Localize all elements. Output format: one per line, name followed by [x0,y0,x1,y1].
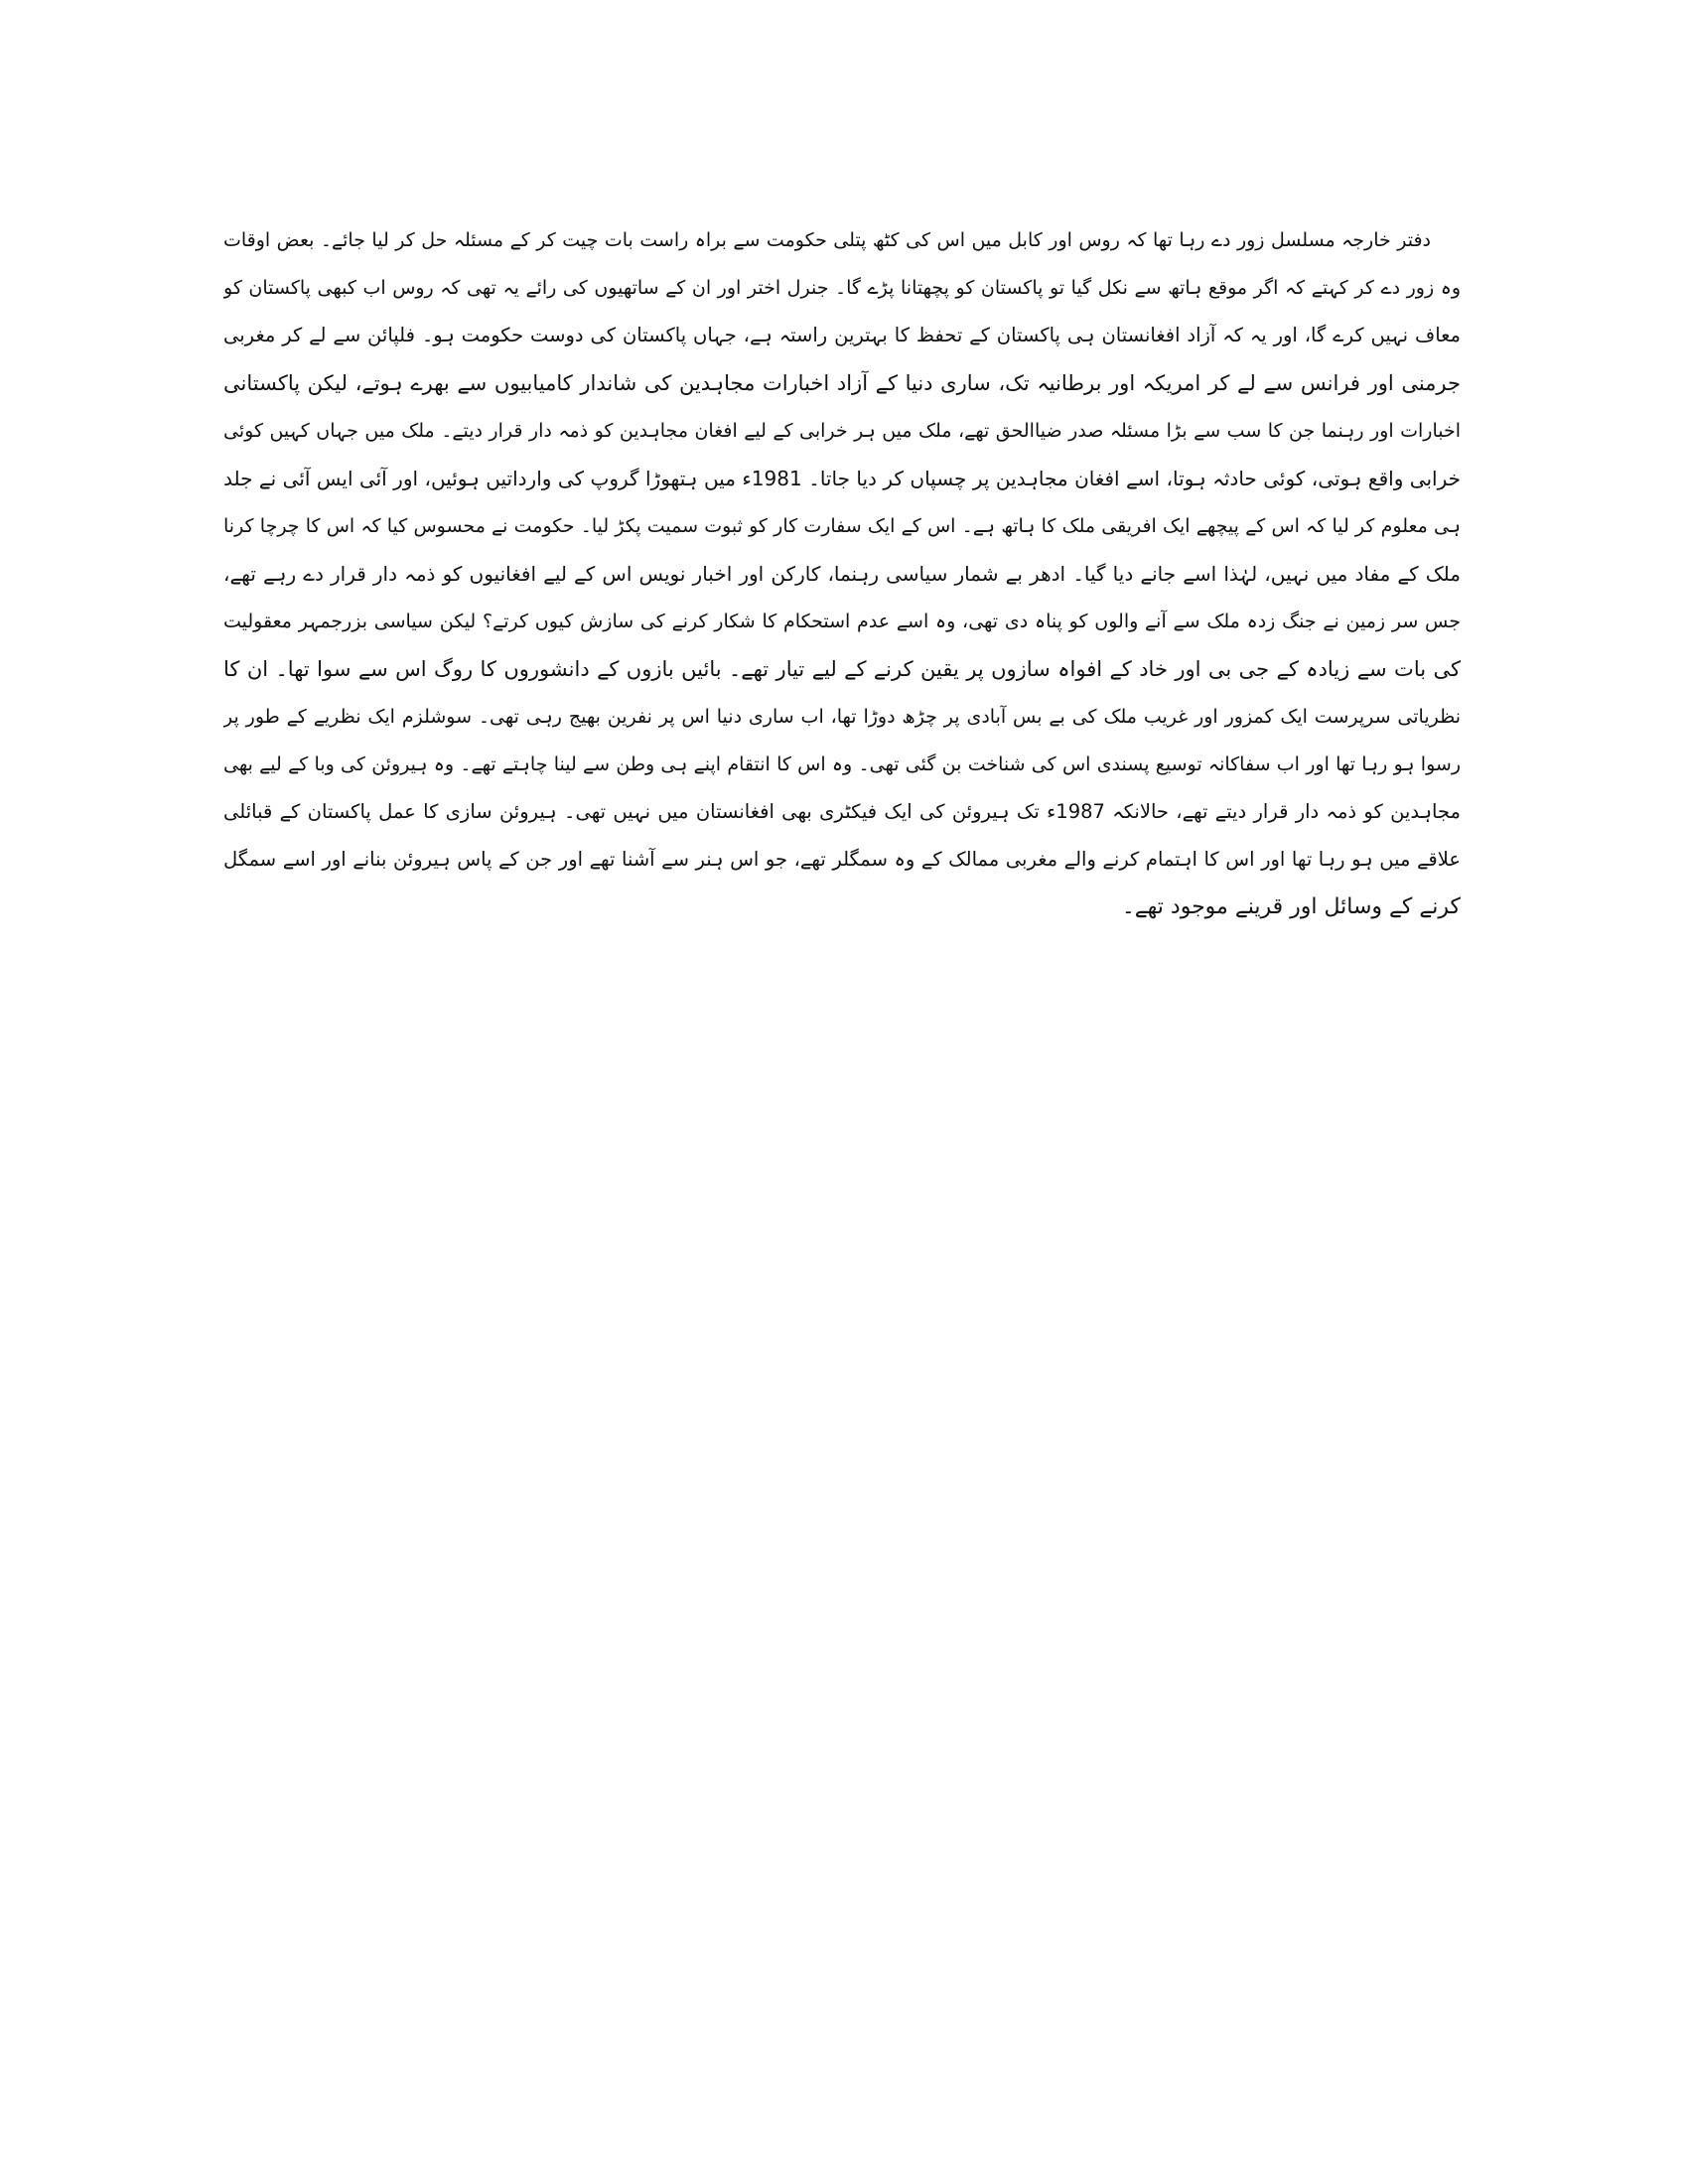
body-paragraph [223,216,1461,931]
paragraph-line-10: کی بات سے زیادہ کے جی بی اور خاد کے افواہ سازوں پر یقین کرنے کے لیے تیار تھے۔ بائیں بازوں کے دانشوروں کا روگ اس سے سوا تھا۔ ان کا [223,657,1461,681]
paragraph-line-8: ملک کے مفاد میں نہیں، لہٰذا اسے جانے دیا گیا۔ ادھر بے شمار سیاسی رہنما، کارکن اور اخبار نویس اس کے لیے افغانیوں کو ذمہ دار قرار دے رہے تھے، [223,562,1461,586]
paragraph-line-13: مجاہدین کو ذمہ دار قرار دیتے تھے، حالانکہ 1987ء تک ہیروئن کی ایک فیکٹری بھی افغانستان میں نہیں تھی۔ ہیروئن سازی کا عمل پاکستان کے قبائلی [223,800,1461,823]
paragraph-line-5: اخبارات اور رہنما جن کا سب سے بڑا مسئلہ صدر ضیاالحق تھے، ملک میں ہر خرابی کے لیے افغان مجاہدین کو ذمہ دار قرار دیتے۔ ملک میں جہاں کہیں کوئی [223,420,1461,442]
paragraph-line-1: دفتر خارجہ مسلسل زور دے رہا تھا کہ روس اور کابل میں اس کی کٹھ پتلی حکومت سے براہ راست بات چیت کر کے مسئلہ حل کر لیا جائے۔ بعض اوقات [223,229,1431,251]
paragraph-line-3: معاف نہیں کرے گا، اور یہ کہ آزاد افغانستان ہی پاکستان کے تحفظ کا بہترین راستہ ہے، جہاں پاکستان کی دوست حکومت ہو۔ فلپائن سے لے کر مغربی [223,324,1461,346]
paragraph-line-14: علاقے میں ہو رہا تھا اور اس کا اہتمام کرنے والے مغربی ممالک کے وہ سمگلر تھے، جو اس ہنر سے آشنا تھے اور جن کے پاس ہیروئن بنانے اور اسے سمگل [223,848,1461,871]
paragraph-line-6: خرابی واقع ہوتی، کوئی حادثہ ہوتا، اسے افغان مجاہدین پر چسپاں کر دیا جاتا۔ 1981ء میں ہتھوڑا گروپ کی وارداتیں ہوئیں، اور آئی ایس آئی نے جلد [223,467,1461,490]
paragraph-line-2: وہ زور دے کر کہتے کہ اگر موقع ہاتھ سے نکل گیا تو پاکستان کو پچھتانا پڑے گا۔ جنرل اختر اور ان کے ساتھیوں کی رائے یہ تھی کہ روس اب کبھی پاکستان کو [223,277,1461,299]
paragraph-line-15: کرنے کے وسائل اور قرینے موجود تھے۔ [1121,894,1461,919]
paragraph-line-11: نظریاتی سرپرست ایک کمزور اور غریب ملک کی بے بس آبادی پر چڑھ دوڑا تھا، اب ساری دنیا اس پر نفرین بھیج رہی تھی۔ سوشلزم ایک نظریے کے طور پر [223,706,1461,728]
paragraph-line-4: جرمنی اور فرانس سے لے کر امریکہ اور برطانیہ تک، ساری دنیا کے آزاد اخبارات مجاہدین کی شاندار کامیابیوں سے بھرے ہوتے، لیکن پاکستانی [223,371,1461,395]
paragraph-line-12: رسوا ہو رہا تھا اور اب سفاکانہ توسیع پسندی اس کی شناخت بن گئی تھی۔ وہ اس کا انتقام اپنے ہی وطن سے لینا چاہتے تھے۔ وہ ہیروئن کی وبا کے لیے بھی [223,753,1461,775]
paragraph-line-7: ہی معلوم کر لیا کہ اس کے پیچھے ایک افریقی ملک کا ہاتھ ہے۔ اس کے ایک سفارت کار کو ثبوت سمیت پکڑ لیا۔ حکومت نے محسوس کیا کہ اس کا چرچا کرنا [223,515,1461,537]
paragraph-line-9: جس سر زمین نے جنگ زدہ ملک سے آنے والوں کو پناہ دی تھی، وہ اسے عدم استحکام کا شکار کرنے کی سازش کیوں کرتے؟ لیکن سیاسی بزرجمہر معقولیت [223,611,1461,632]
